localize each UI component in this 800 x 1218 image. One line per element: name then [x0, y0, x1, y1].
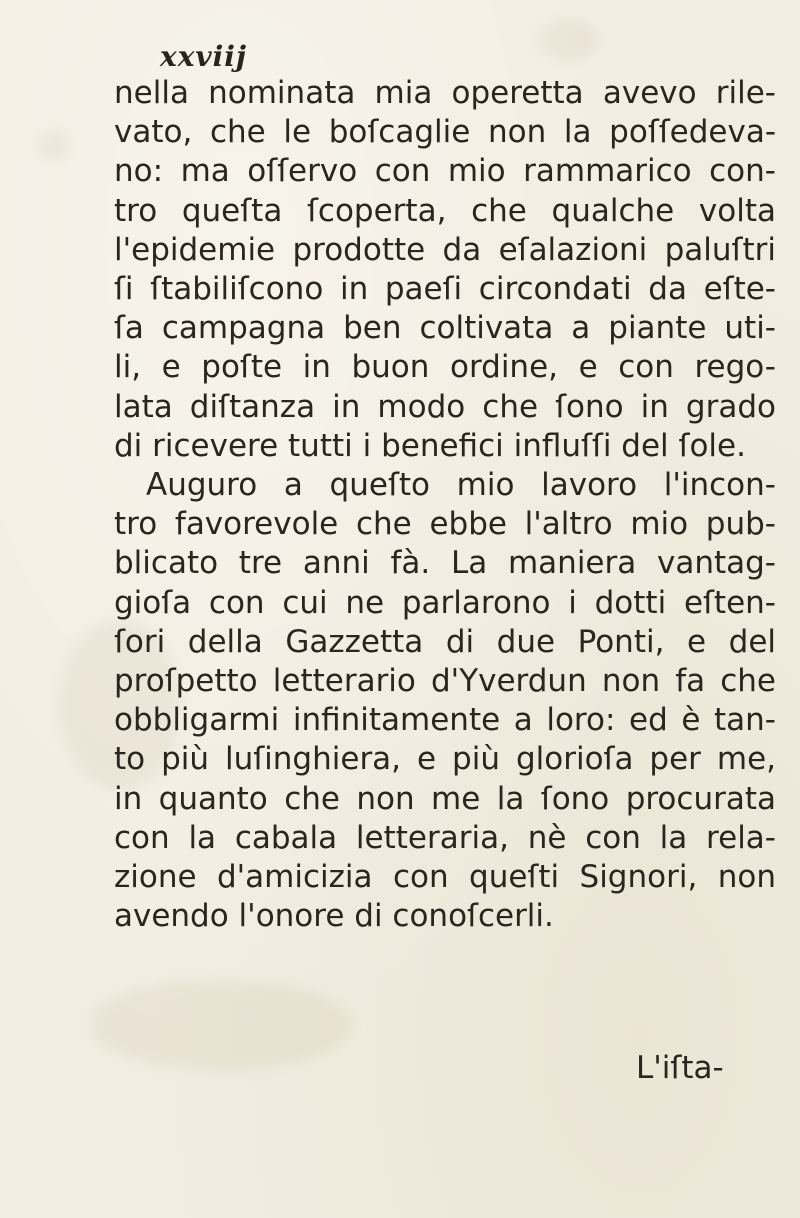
text-line: blicato tre anni fà. La maniera vantag- — [114, 545, 776, 582]
paper-stain — [90, 980, 350, 1070]
text-line: vato, che le boſcaglie non la poſſedeva- — [114, 114, 776, 151]
text-line: tro queſta ſcoperta, che qualche volta — [114, 192, 776, 229]
text-line: lata diſtanza in modo che ſono in grado — [114, 388, 776, 425]
text-line: obbligarmi infinitamente a loro: ed è tan- — [114, 702, 776, 739]
text-line: tro favorevole che ebbe l'altro mio pub- — [114, 506, 776, 543]
catchword: L'iſta- — [636, 1050, 724, 1086]
text-line: di ricevere tutti i benefici influſſi del ſole. — [114, 427, 746, 464]
paper-stain — [40, 130, 70, 160]
text-line: l'epidemie prodotte da eſalazioni paluſtri — [114, 231, 776, 268]
body-text — [114, 74, 776, 936]
text-line: no: ma oſſervo con mio rammarico con- — [114, 153, 776, 190]
text-line: con la cabala letteraria, nè con la rela- — [114, 819, 776, 856]
text-line: in quanto che non me la ſono procurata — [114, 780, 776, 817]
text-line: gioſa con cui ne parlarono i dotti eſten- — [114, 584, 776, 621]
text-line: ſa campagna ben coltivata a piante uti- — [114, 310, 776, 347]
text-line: avendo l'onore di conoſcerli. — [114, 898, 554, 935]
text-line: nella nominata mia operetta avevo rile- — [114, 75, 776, 111]
paper-stain — [540, 20, 600, 60]
page-header: xxviij — [160, 40, 248, 73]
text-line: zione d'amicizia con queſti Signori, non — [114, 859, 776, 896]
text-line: li, e poſte in buon ordine, e con rego- — [114, 349, 776, 386]
text-line: ſori della Gazzetta di due Ponti, e del — [114, 623, 776, 660]
text-line: ſi ſtabiliſcono in paeſi circondati da eſte- — [114, 271, 776, 308]
text-line: to più luſinghiera, e più glorioſa per me, — [114, 741, 776, 778]
text-line: Auguro a queſto mio lavoro l'incon- — [146, 467, 776, 504]
text-line: proſpetto letterario d'Yverdun non fa che — [114, 663, 776, 700]
